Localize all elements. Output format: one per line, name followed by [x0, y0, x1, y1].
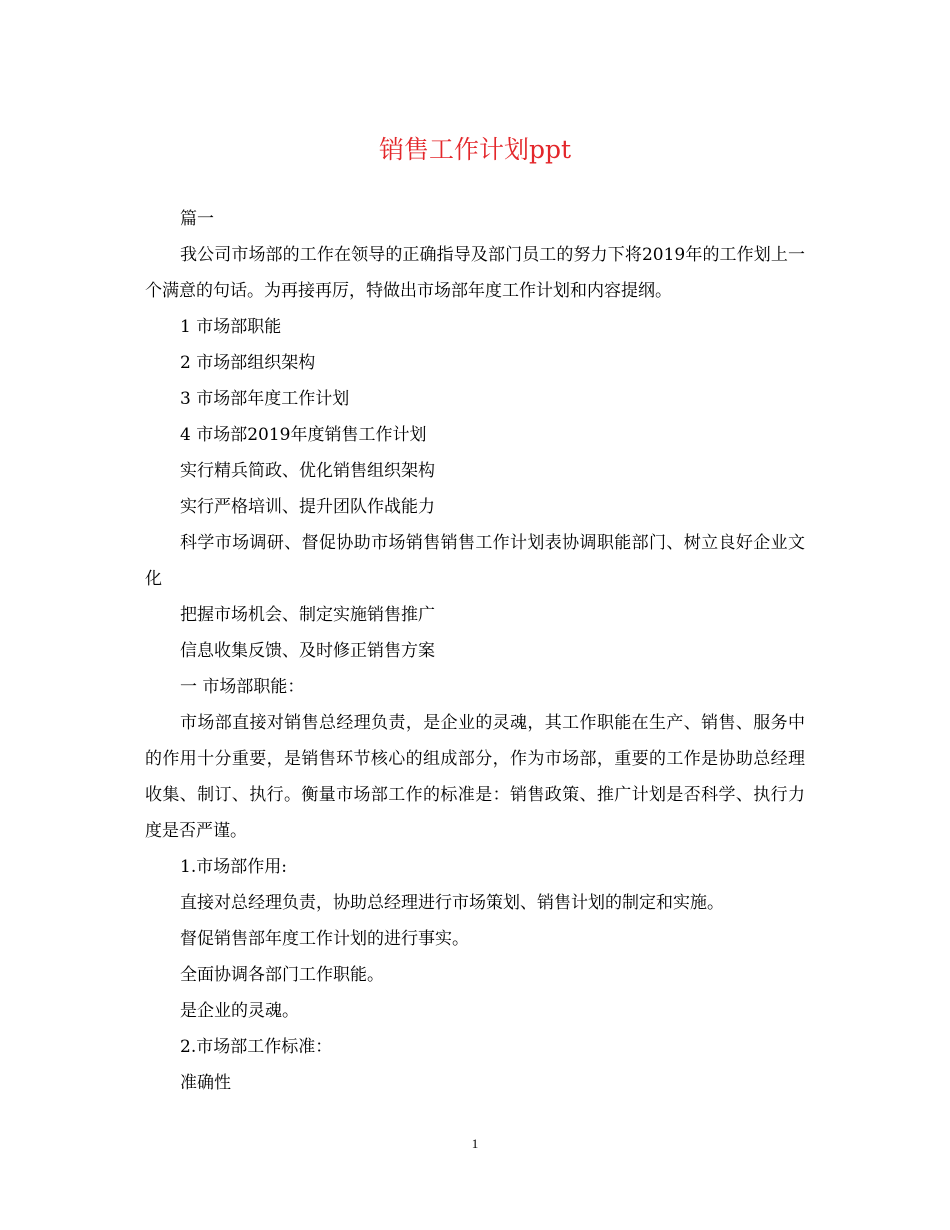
- paragraph-section-label: 篇一: [180, 209, 214, 229]
- section-heading-functions: 一 市场部职能：: [180, 677, 305, 697]
- page-number: 1: [471, 1136, 479, 1151]
- outline-item-4: 4 市场部2019年度销售工作计划: [180, 425, 427, 445]
- paragraph-intro: 我公司市场部的工作在领导的正确指导及部门员工的努力下将2019年的工作划上一个满意的句话。为再接再厉，特做出市场部年度工作计划和内容提纲。: [145, 245, 805, 301]
- outline-item-3: 3 市场部年度工作计划: [180, 389, 350, 409]
- plan-point-5: 信息收集反馈、及时修正销售方案: [180, 641, 435, 661]
- paragraph-functions: 市场部直接对销售总经理负责，是企业的灵魂，其工作职能在生产、销售、服务中的作用十分重要，是销售环节核心的组成部分，作为市场部，重要的工作是协助总经理收集、制订、执行。衡量市场部工作的标准是：销售政策、推广计划是否科学、执行力度是否严谨。: [145, 713, 805, 841]
- plan-point-2: 实行严格培训、提升团队作战能力: [180, 497, 435, 517]
- role-item-4: 是企业的灵魂。: [180, 1001, 299, 1021]
- outline-item-1: 1 市场部职能: [180, 317, 282, 337]
- plan-point-1: 实行精兵简政、优化销售组织架构: [180, 461, 435, 481]
- subheading-role: 1.市场部作用:: [180, 857, 287, 877]
- standard-item-1: 准确性: [180, 1073, 231, 1093]
- plan-point-4: 把握市场机会、制定实施销售推广: [180, 605, 435, 625]
- subheading-standards: 2.市场部工作标准：: [180, 1037, 333, 1057]
- role-item-2: 督促销售部年度工作计划的进行事实。: [180, 929, 469, 949]
- role-item-1: 直接对总经理负责，协助总经理进行市场策划、销售计划的制定和实施。: [180, 893, 724, 913]
- document-title: 销售工作计划ppt: [378, 135, 572, 164]
- outline-item-2: 2 市场部组织架构: [180, 353, 316, 373]
- role-item-3: 全面协调各部门工作职能。: [180, 965, 384, 985]
- plan-point-3: 科学市场调研、督促协助市场销售销售工作计划表协调职能部门、树立良好企业文化: [145, 533, 805, 589]
- document-body: [145, 201, 805, 1101]
